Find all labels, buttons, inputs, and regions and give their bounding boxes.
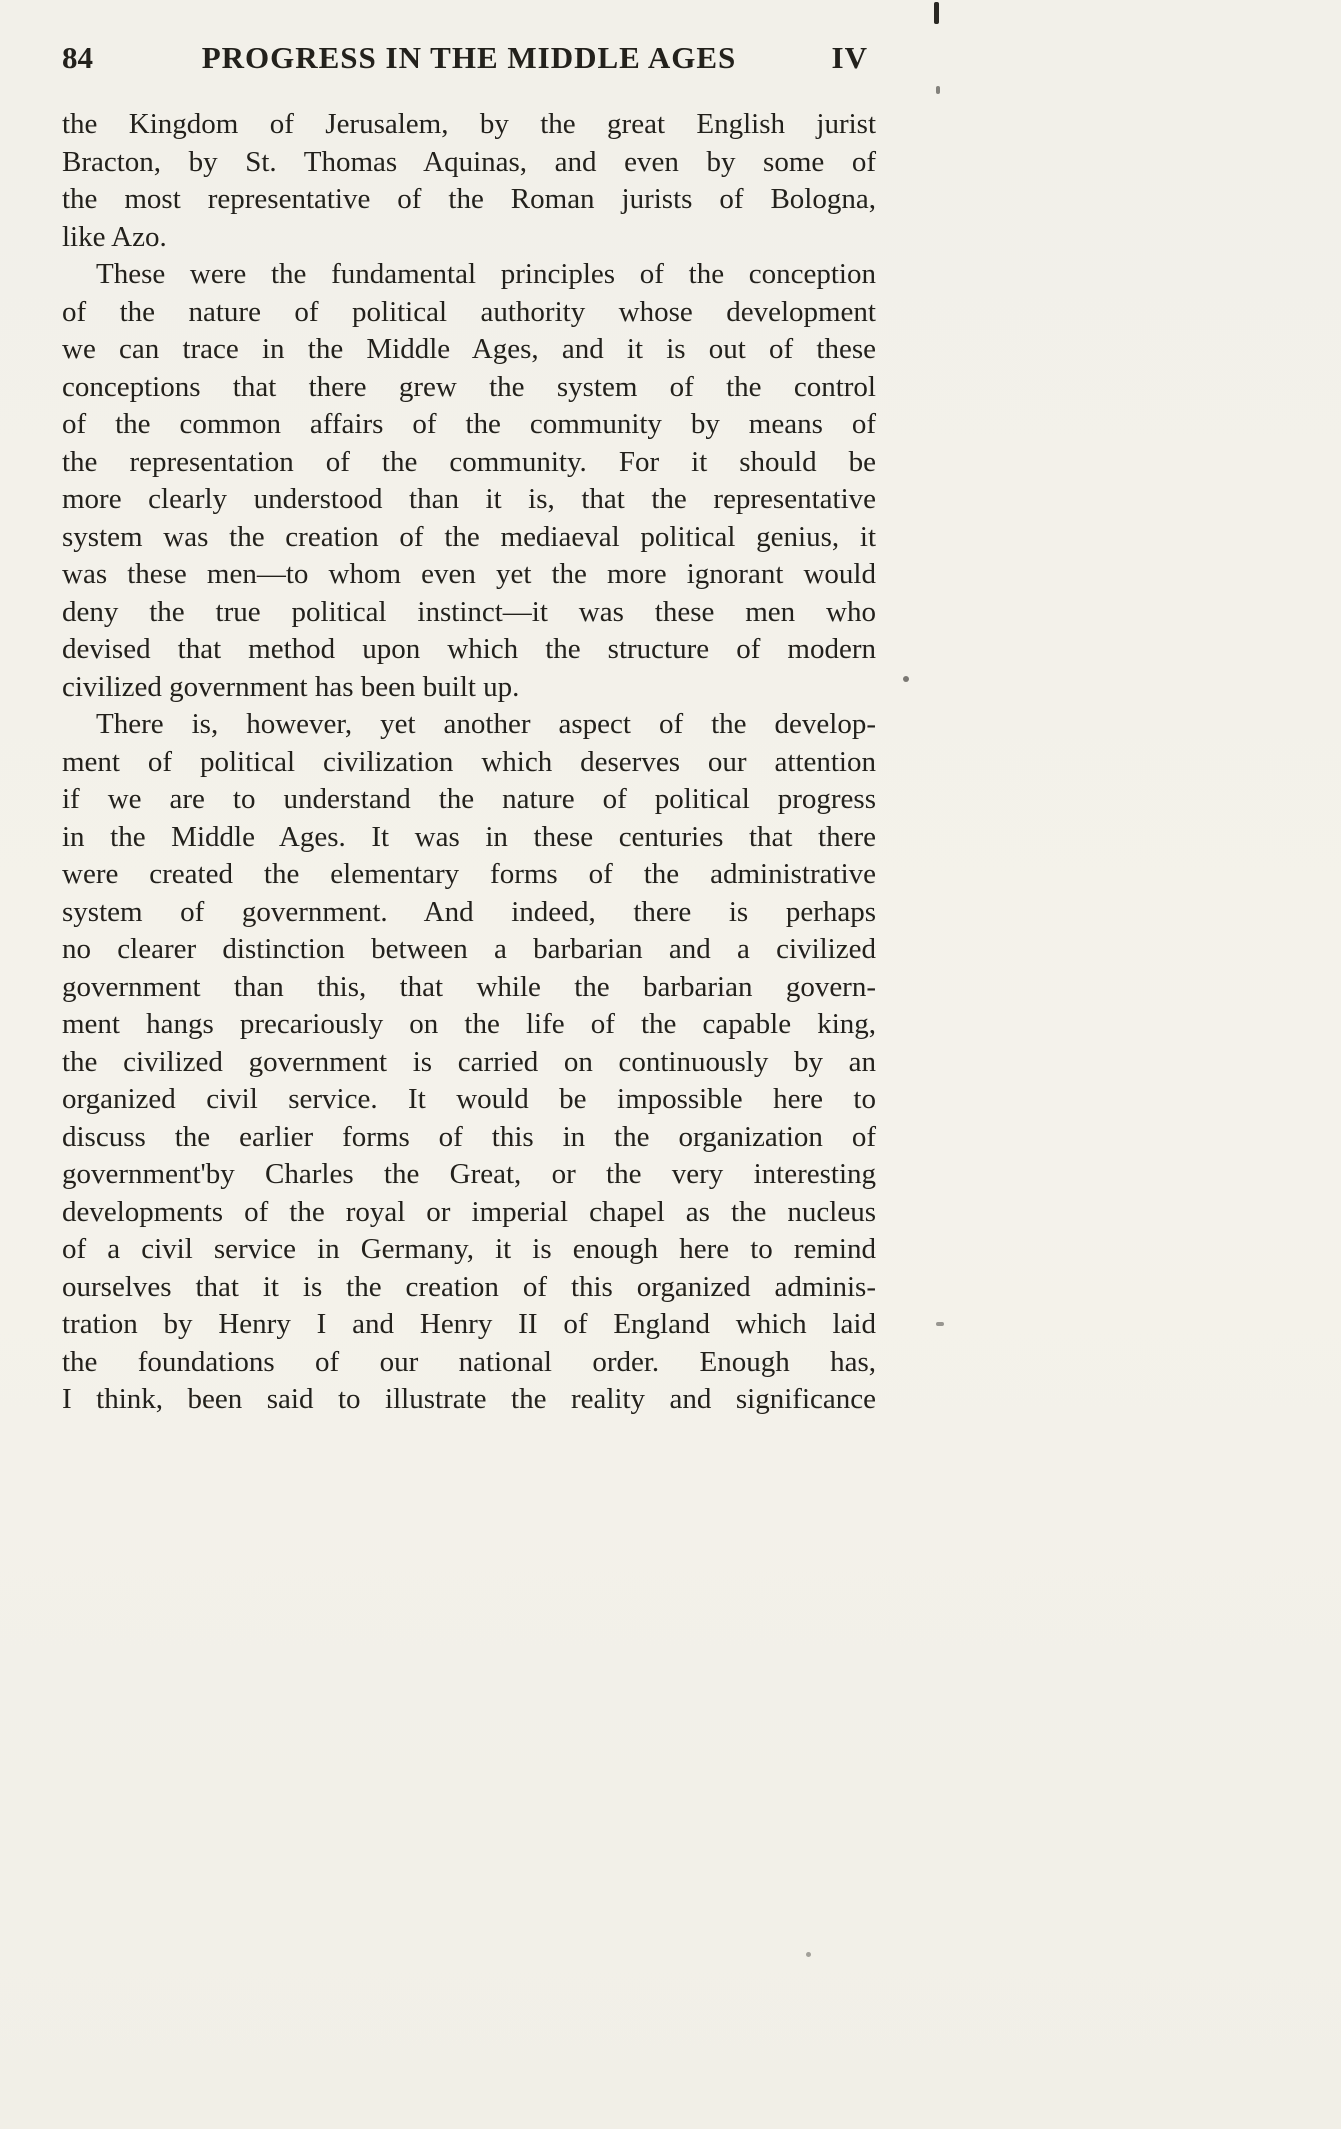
text-line: the representation of the community. For it should be — [62, 445, 876, 478]
text-line: conceptions that there grew the system of the control — [62, 370, 876, 403]
text-line: government'by Charles the Great, or the very interesting — [62, 1158, 876, 1190]
text-line: the civilized government is carried on continuously by an — [62, 1045, 876, 1078]
text-line: devised that method upon which the structure of modern — [62, 633, 876, 665]
text-line: if we are to understand the nature of political progress — [62, 783, 876, 815]
scan-artifact — [936, 1322, 944, 1326]
text-line: discuss the earlier forms of this in the organization of — [62, 1120, 876, 1153]
text-line: I think, been said to illustrate the reality and significance — [62, 1383, 876, 1415]
text-line: no clearer distinction between a barbarian and a civilized — [62, 933, 876, 965]
text-line: the most representative of the Roman jurists of Bologna, — [62, 183, 876, 215]
text-column — [62, 40, 876, 1419]
paragraph — [62, 106, 876, 256]
text-line: organized civil service. It would be impossible here to — [62, 1083, 876, 1115]
text-line: There is, however, yet another aspect of the develop- — [96, 708, 876, 740]
scan-artifact — [806, 1952, 811, 1957]
text-line: Bracton, by St. Thomas Aquinas, and even by some of — [62, 145, 876, 178]
text-line: more clearly understood than it is, that the representative — [62, 483, 876, 515]
text-line: government than this, that while the barbarian govern- — [62, 970, 876, 1003]
text-line: ment of political civilization which deserves our attention — [62, 745, 876, 778]
text-line: system was the creation of the mediaeval political genius, it — [62, 520, 876, 553]
text-line: of the nature of political authority whose development — [62, 295, 876, 328]
text-line: of a civil service in Germany, it is enough here to remind — [62, 1233, 876, 1265]
text-line: ourselves that it is the creation of this organized adminis- — [62, 1270, 876, 1303]
chapter-numeral: IV — [831, 40, 868, 75]
page-title: PROGRESS IN THE MIDDLE AGES — [201, 40, 737, 75]
text-line: civilized government has been built up. — [62, 670, 520, 703]
text-line: the Kingdom of Jerusalem, by the great English jurist — [62, 108, 876, 140]
text-line: These were the fundamental principles of the conception — [96, 258, 876, 290]
text-line: in the Middle Ages. It was in these centuries that there — [62, 820, 876, 853]
text-line: of the common affairs of the community by means of — [62, 408, 876, 440]
text-line: deny the true political instinct—it was these men who — [62, 595, 876, 628]
text-line: ment hangs precariously on the life of the capable king, — [62, 1008, 876, 1040]
scan-artifact — [903, 676, 909, 682]
text-line: developments of the royal or imperial chapel as the nucleus — [62, 1195, 876, 1228]
page-body — [62, 106, 876, 1419]
text-line: the foundations of our national order. Enough has, — [62, 1345, 876, 1378]
text-line: like Azo. — [62, 220, 167, 253]
text-line: were created the elementary forms of the administrative — [62, 858, 876, 890]
scan-artifact — [936, 86, 940, 94]
text-line: system of government. And indeed, there is perhaps — [62, 895, 876, 928]
page-number: 84 — [62, 40, 93, 75]
paragraph — [62, 706, 876, 1419]
text-line: tration by Henry I and Henry II of England which laid — [62, 1308, 876, 1340]
scan-artifact — [934, 2, 939, 24]
paragraph — [62, 256, 876, 706]
text-line: was these men—to whom even yet the more ignorant would — [62, 558, 876, 590]
text-line: we can trace in the Middle Ages, and it is out of these — [62, 333, 876, 365]
running-head — [62, 40, 876, 84]
